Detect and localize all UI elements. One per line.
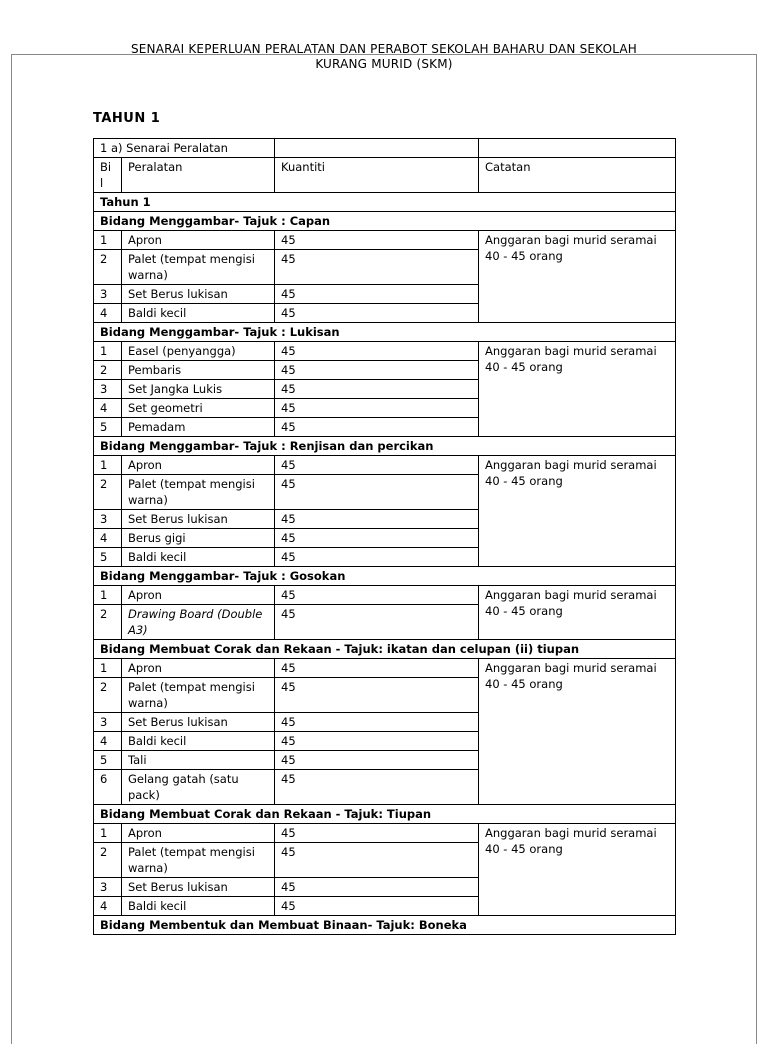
item-quantity: 45 (275, 250, 479, 285)
item-quantity: 45 (275, 475, 479, 510)
item-quantity: 45 (275, 399, 479, 418)
item-quantity: 45 (275, 843, 479, 878)
item-name: Apron (122, 586, 275, 605)
year-row-label: Tahun 1 (94, 193, 676, 212)
group-heading: Bidang Menggambar- Tajuk : Renjisan dan percikan (94, 437, 676, 456)
section-title: 1 a) Senarai Peralatan (94, 139, 275, 158)
item-quantity: 45 (275, 770, 479, 805)
row-number: 3 (94, 285, 122, 304)
row-number: 6 (94, 770, 122, 805)
row-number: 2 (94, 361, 122, 380)
group-heading: Bidang Membentuk dan Membuat Binaan- Tajuk: Boneka (94, 916, 676, 935)
item-name: Set geometri (122, 399, 275, 418)
row-number: 3 (94, 713, 122, 732)
item-name: Set Berus lukisan (122, 713, 275, 732)
item-name: Palet (tempat mengisi warna) (122, 843, 275, 878)
note-cell: Anggaran bagi murid seramai 40 - 45 orang (479, 586, 676, 640)
item-quantity: 45 (275, 824, 479, 843)
item-name: Apron (122, 456, 275, 475)
item-name: Baldi kecil (122, 548, 275, 567)
group-heading: Bidang Membuat Corak dan Rekaan - Tajuk: Tiupan (94, 805, 676, 824)
item-quantity: 45 (275, 510, 479, 529)
row-number: 4 (94, 399, 122, 418)
item-quantity: 45 (275, 732, 479, 751)
item-quantity: 45 (275, 605, 479, 640)
empty-cell (479, 139, 676, 158)
note-cell: Anggaran bagi murid seramai 40 - 45 orang (479, 342, 676, 437)
col-header-bil: Bi l (94, 158, 122, 193)
item-quantity: 45 (275, 878, 479, 897)
row-number: 1 (94, 456, 122, 475)
row-number: 1 (94, 824, 122, 843)
row-number: 2 (94, 475, 122, 510)
item-quantity: 45 (275, 529, 479, 548)
item-name: Berus gigi (122, 529, 275, 548)
item-name: Drawing Board (Double A3) (122, 605, 275, 640)
empty-cell (275, 139, 479, 158)
row-number: 2 (94, 678, 122, 713)
item-name: Gelang gatah (satu pack) (122, 770, 275, 805)
row-number: 4 (94, 304, 122, 323)
item-quantity: 45 (275, 586, 479, 605)
item-quantity: 45 (275, 678, 479, 713)
item-name: Pemadam (122, 418, 275, 437)
row-number: 4 (94, 529, 122, 548)
item-quantity: 45 (275, 751, 479, 770)
table-row (94, 586, 676, 605)
row-number: 3 (94, 878, 122, 897)
item-quantity: 45 (275, 548, 479, 567)
item-quantity: 45 (275, 285, 479, 304)
row-number: 2 (94, 843, 122, 878)
item-name: Palet (tempat mengisi warna) (122, 250, 275, 285)
row-number: 4 (94, 732, 122, 751)
table-row (94, 456, 676, 475)
row-number: 3 (94, 380, 122, 399)
group-heading: Bidang Menggambar- Tajuk : Capan (94, 212, 676, 231)
equipment-table-body (94, 139, 676, 935)
header-line-2: KURANG MURID (SKM) (315, 57, 453, 71)
group-heading-row (94, 212, 676, 231)
item-name: Pembaris (122, 361, 275, 380)
group-heading: Bidang Menggambar- Tajuk : Lukisan (94, 323, 676, 342)
item-name: Apron (122, 231, 275, 250)
item-name: Apron (122, 824, 275, 843)
row-number: 5 (94, 418, 122, 437)
item-quantity: 45 (275, 713, 479, 732)
table-row (94, 824, 676, 843)
item-quantity: 45 (275, 659, 479, 678)
section-title-row (94, 139, 676, 158)
column-header-row (94, 158, 676, 193)
item-quantity: 45 (275, 897, 479, 916)
item-name: Baldi kecil (122, 732, 275, 751)
note-cell: Anggaran bagi murid seramai 40 - 45 orang (479, 231, 676, 323)
year-row (94, 193, 676, 212)
row-number: 1 (94, 659, 122, 678)
note-cell: Anggaran bagi murid seramai 40 - 45 orang (479, 456, 676, 567)
group-heading: Bidang Membuat Corak dan Rekaan - Tajuk: ikatan dan celupan (ii) tiupan (94, 640, 676, 659)
group-heading-row (94, 567, 676, 586)
row-number: 3 (94, 510, 122, 529)
item-quantity: 45 (275, 304, 479, 323)
item-name: Tali (122, 751, 275, 770)
group-heading: Bidang Menggambar- Tajuk : Gosokan (94, 567, 676, 586)
document-header (90, 42, 678, 72)
row-number: 5 (94, 548, 122, 567)
item-quantity: 45 (275, 361, 479, 380)
item-name: Apron (122, 659, 275, 678)
item-name: Set Berus lukisan (122, 285, 275, 304)
item-quantity: 45 (275, 418, 479, 437)
note-cell: Anggaran bagi murid seramai 40 - 45 orang (479, 659, 676, 805)
row-number: 1 (94, 586, 122, 605)
item-name: Set Jangka Lukis (122, 380, 275, 399)
item-name: Palet (tempat mengisi warna) (122, 475, 275, 510)
row-number: 2 (94, 605, 122, 640)
note-cell: Anggaran bagi murid seramai 40 - 45 orang (479, 824, 676, 916)
group-heading-row (94, 916, 676, 935)
group-heading-row (94, 640, 676, 659)
row-number: 2 (94, 250, 122, 285)
year-title: TAHUN 1 (93, 111, 161, 126)
group-heading-row (94, 323, 676, 342)
col-header-note: Catatan (479, 158, 676, 193)
item-name: Set Berus lukisan (122, 878, 275, 897)
item-quantity: 45 (275, 380, 479, 399)
item-name: Set Berus lukisan (122, 510, 275, 529)
item-name: Baldi kecil (122, 304, 275, 323)
table-row (94, 659, 676, 678)
item-name: Easel (penyangga) (122, 342, 275, 361)
item-quantity: 45 (275, 456, 479, 475)
equipment-table (93, 138, 676, 935)
group-heading-row (94, 437, 676, 456)
group-heading-row (94, 805, 676, 824)
col-header-item: Peralatan (122, 158, 275, 193)
row-number: 4 (94, 897, 122, 916)
item-name: Baldi kecil (122, 897, 275, 916)
item-name: Palet (tempat mengisi warna) (122, 678, 275, 713)
header-line-1: SENARAI KEPERLUAN PERALATAN DAN PERABOT SEKOLAH BAHARU DAN SEKOLAH (130, 42, 638, 56)
row-number: 1 (94, 231, 122, 250)
item-quantity: 45 (275, 231, 479, 250)
col-header-qty: Kuantiti (275, 158, 479, 193)
table-row (94, 342, 676, 361)
item-quantity: 45 (275, 342, 479, 361)
row-number: 1 (94, 342, 122, 361)
row-number: 5 (94, 751, 122, 770)
table-row (94, 231, 676, 250)
